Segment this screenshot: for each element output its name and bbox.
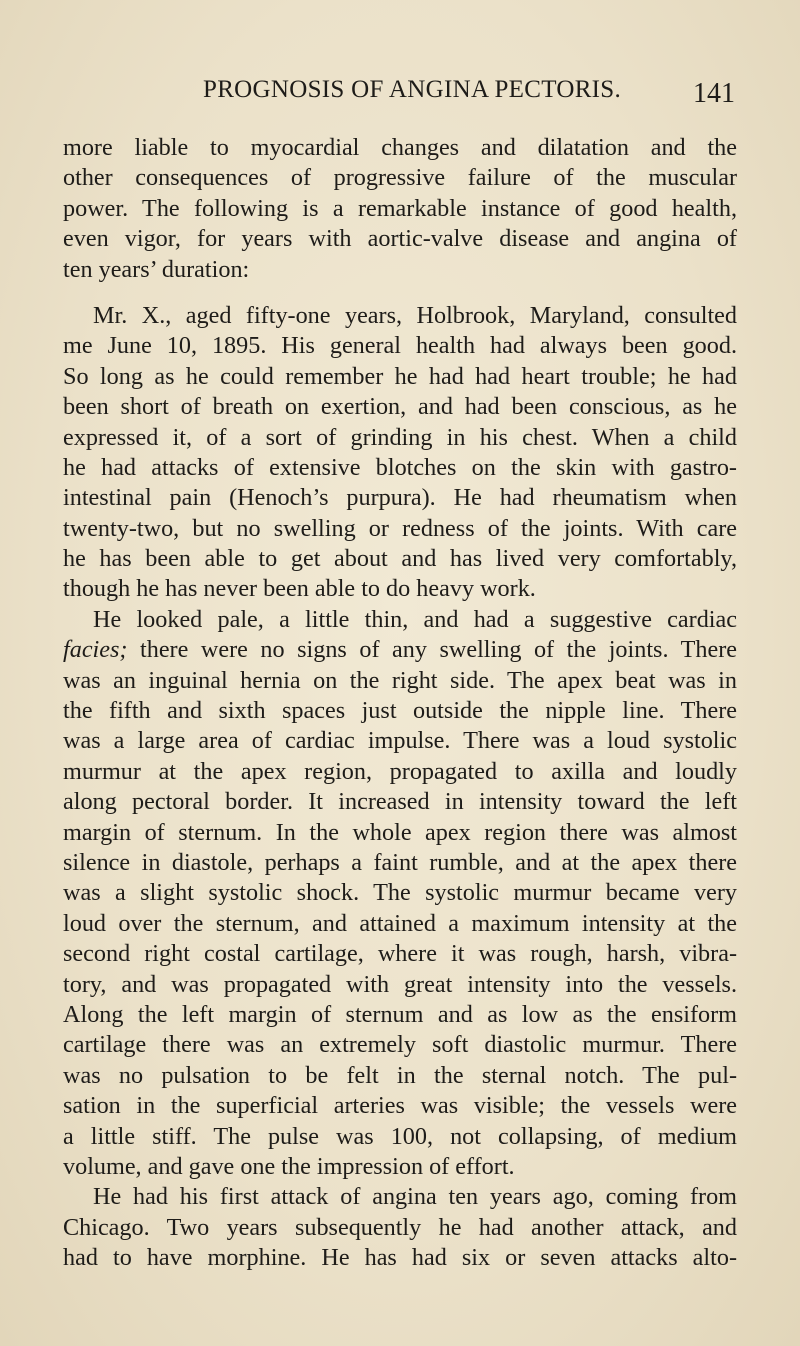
text-line: cartilage there was an extremely soft diastolic murmur. There [63,1031,737,1059]
text-line: power. The following is a remarkable instance of good health, [63,194,737,222]
text-line: he had attacks of extensive blotches on the skin with gastro- [63,453,737,481]
text-line: been short of breath on exertion, and had been conscious, as he [63,393,737,421]
text-line: me June 10, 1895. His general health had always been good. [63,332,737,360]
text-line: silence in diastole, perhaps a faint rumble, and at the apex there [63,848,737,876]
text-line: other consequences of progressive failure of the muscular [63,164,737,192]
text-line: even vigor, for years with aortic-valve disease and angina of [63,225,737,253]
text-line: intestinal pain (Henoch’s purpura). He had rheumatism when [63,484,737,512]
italic-term: facies; [63,636,128,664]
text-line-rest: there were no signs of any swelling of the joints. There [127,636,737,664]
text-line: tory, and was propagated with great intensity into the vessels. [63,970,737,998]
text-line: margin of sternum. In the whole apex region there was almost [63,818,737,846]
paragraph-gap [63,285,737,301]
text-line: So long as he could remember he had had heart trouble; he had [63,362,737,390]
text-line: the fifth and sixth spaces just outside the nipple line. There [63,697,737,725]
text-line: twenty-two, but no swelling or redness of the joints. With care [63,514,737,542]
text-line: He had his first attack of angina ten years ago, coming from [93,1183,737,1211]
text-line: Mr. X., aged fifty-one years, Holbrook, Maryland, consulted [93,301,737,329]
text-line: though he has never been able to do heavy work. [63,575,536,603]
text-line: sation in the superficial arteries was visible; the vessels were [63,1092,737,1120]
paragraph [63,1182,737,1273]
text-line: was no pulsation to be felt in the sternal notch. The pul- [63,1061,737,1089]
text-line: along pectoral border. It increased in intensity toward the left [63,788,737,816]
page-header [63,76,735,112]
body-text [63,133,737,1273]
page-number: 141 [693,78,735,109]
text-line: murmur at the apex region, propagated to axilla and loudly [63,757,737,785]
text-line: Chicago. Two years subsequently he had another attack, and [63,1213,737,1241]
text-line: was a slight systolic shock. The systolic murmur became very [63,879,737,907]
text-line: had to have morphine. He has had six or seven attacks alto- [63,1244,737,1272]
text-line: was a large area of cardiac impulse. There was a loud systolic [63,727,737,755]
text-line: a little stiff. The pulse was 100, not collapsing, of medium [63,1122,737,1150]
paragraph [63,605,737,1182]
text-line: Along the left margin of sternum and as low as the ensiform [63,1000,737,1028]
text-line: expressed it, of a sort of grinding in his chest. When a child [63,423,737,451]
text-line: ten years’ duration: [63,255,250,283]
text-line [63,635,737,665]
paragraph [63,133,737,285]
running-title: PROGNOSIS OF ANGINA PECTORIS. [203,76,622,103]
text-line: He looked pale, a little thin, and had a suggestive cardiac [93,605,737,633]
text-line: he has been able to get about and has lived very comfortably, [63,545,737,573]
paragraph [63,301,737,605]
text-line: second right costal cartilage, where it was rough, harsh, vibra- [63,940,737,968]
text-line: loud over the sternum, and attained a maximum intensity at the [63,909,737,937]
text-line: was an inguinal hernia on the right side. The apex beat was in [63,666,737,694]
text-line: volume, and gave one the impression of effort. [63,1152,515,1180]
text-line: more liable to myocardial changes and dilatation and the [63,134,737,161]
